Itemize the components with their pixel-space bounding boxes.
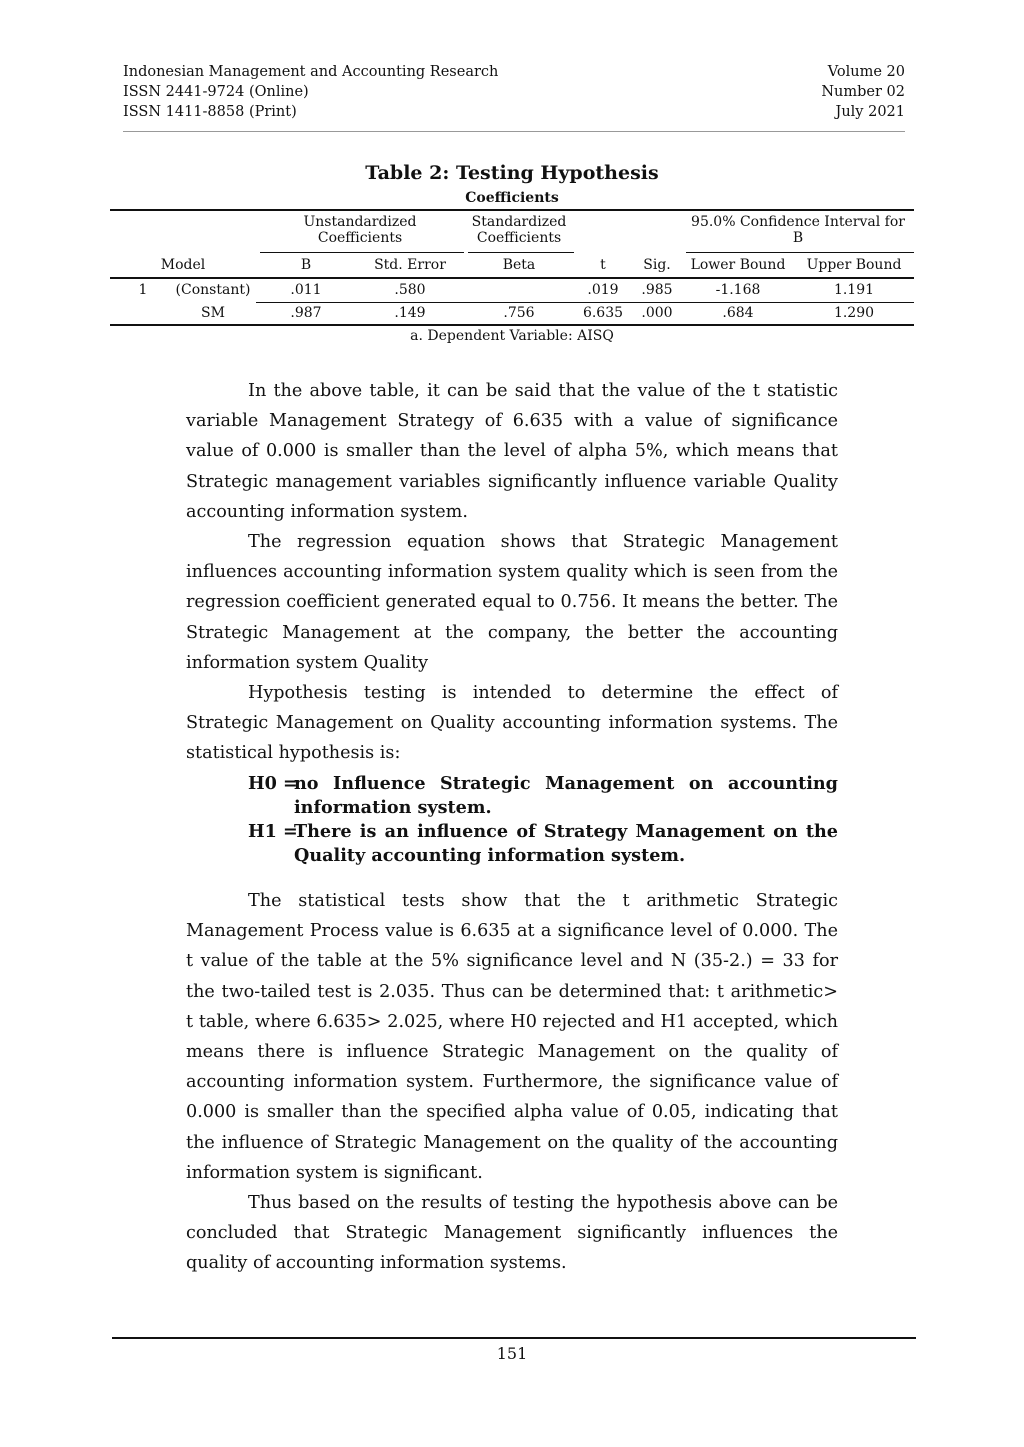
- table-subtitle: Coefficients: [465, 190, 559, 206]
- paragraph-5: Thus based on the results of testing the hypothesis above can be concluded that Strategic Management significantly influences the quality of accounting information systems.: [186, 1193, 838, 1274]
- row2-std-error: .149: [394, 305, 426, 321]
- col-header-model: Model: [160, 257, 206, 273]
- row1-model-number: 1: [138, 282, 148, 298]
- row1-sig: .985: [641, 282, 673, 298]
- col-header-b: B: [300, 257, 312, 273]
- row1-b: .011: [290, 282, 322, 298]
- row1-name: (Constant): [175, 282, 251, 298]
- body-block-1: [186, 376, 838, 769]
- col-header-beta: Beta: [502, 257, 536, 273]
- row2-name: SM: [201, 305, 225, 321]
- table-bottom-rule: [110, 324, 914, 326]
- hypothesis-h1-label: H1 =: [248, 821, 298, 842]
- issn-print: ISSN 1411-8858 (Print): [123, 104, 297, 120]
- group-rule-ci: [686, 252, 914, 253]
- hypothesis-h1: [248, 820, 838, 868]
- hypothesis-h0-label: H0 =: [248, 773, 298, 794]
- row1-std-error: .580: [394, 282, 426, 298]
- row2-upper-bound: 1.290: [833, 305, 875, 321]
- col-header-std-error: Std. Error: [374, 257, 446, 273]
- group-rule-std: [468, 252, 574, 253]
- group-header-std: Standardized Coefficients: [471, 214, 567, 246]
- row1-t: .019: [587, 282, 619, 298]
- issn-online: ISSN 2441-9724 (Online): [123, 84, 309, 100]
- col-header-sig: Sig.: [643, 257, 671, 273]
- group-header-ci: 95.0% Confidence Interval for B: [691, 214, 905, 246]
- paragraph-3: Hypothesis testing is intended to determine the effect of Strategic Management on Quality accounting information systems. The statistical hypothesis is:: [186, 683, 838, 764]
- col-header-t: t: [600, 257, 606, 273]
- footer-divider: [112, 1337, 916, 1339]
- group-header-unstd: Unstandardized Coefficients: [303, 214, 417, 246]
- hypothesis-h1-text: There is an influence of Strategy Management on the Quality accounting information system.: [294, 821, 838, 866]
- hypotheses-list: [248, 772, 838, 868]
- table-top-rule: [110, 209, 914, 211]
- header-left: [123, 62, 498, 122]
- table-note: a. Dependent Variable: AISQ: [410, 328, 614, 344]
- table-title: Table 2: Testing Hypothesis: [365, 162, 659, 184]
- group-rule-unstd: [260, 252, 464, 253]
- paragraph-4: The statistical tests show that the t arithmetic Strategic Management Process value is 6.635 at a significance level of 0.000. The t value of the table at the 5% significance level and N (35-2.) = 33 for the two-tailed test is 2.035. Thus can be determined that: t arithmetic> t table, where 6.635> 2.025, where H0 rejected and H1 accepted, which means there is influence Strategic Management on the quality of accounting information system. Furthermore, the significance value of 0.000 is smaller than the specified alpha value of 0.05, indicating that the influence of Strategic Management on the quality of the accounting information system is significant.: [186, 891, 838, 1183]
- hypothesis-h0: [248, 772, 838, 820]
- col-header-upper-bound: Upper Bound: [806, 257, 902, 273]
- hypothesis-h0-text: no Influence Strategic Management on accounting information system.: [294, 773, 838, 818]
- row1-upper-bound: 1.191: [833, 282, 875, 298]
- row2-t: 6.635: [582, 305, 624, 321]
- row2-b: .987: [290, 305, 322, 321]
- row-divider: [256, 302, 914, 303]
- row2-beta: .756: [503, 305, 535, 321]
- page-number: 151: [496, 1344, 528, 1363]
- issue-number: Number 02: [821, 84, 905, 100]
- body-block-2: [186, 886, 838, 1279]
- col-header-lower-bound: Lower Bound: [690, 257, 786, 273]
- paragraph-1: In the above table, it can be said that the value of the t statistic variable Management Strategy of 6.635 with a value of significance value of 0.000 is smaller than the level of alpha 5%, which means that Strategic management variables significantly influence variable Quality accounting information system.: [186, 381, 838, 522]
- header-divider: [123, 131, 905, 132]
- header-bottom-rule: [110, 277, 914, 279]
- row2-lower-bound: .684: [722, 305, 754, 321]
- header-right: [821, 62, 905, 122]
- journal-name: Indonesian Management and Accounting Research: [123, 64, 499, 80]
- paragraph-2: The regression equation shows that Strategic Management influences accounting information system quality which is seen from the regression coefficient generated equal to 0.756. It means the better. The Strategic Management at the company, the better the accounting information system Quality: [186, 532, 838, 673]
- row1-lower-bound: -1.168: [715, 282, 761, 298]
- issue-date: July 2021: [835, 104, 905, 120]
- volume: Volume 20: [827, 64, 905, 80]
- row2-sig: .000: [641, 305, 673, 321]
